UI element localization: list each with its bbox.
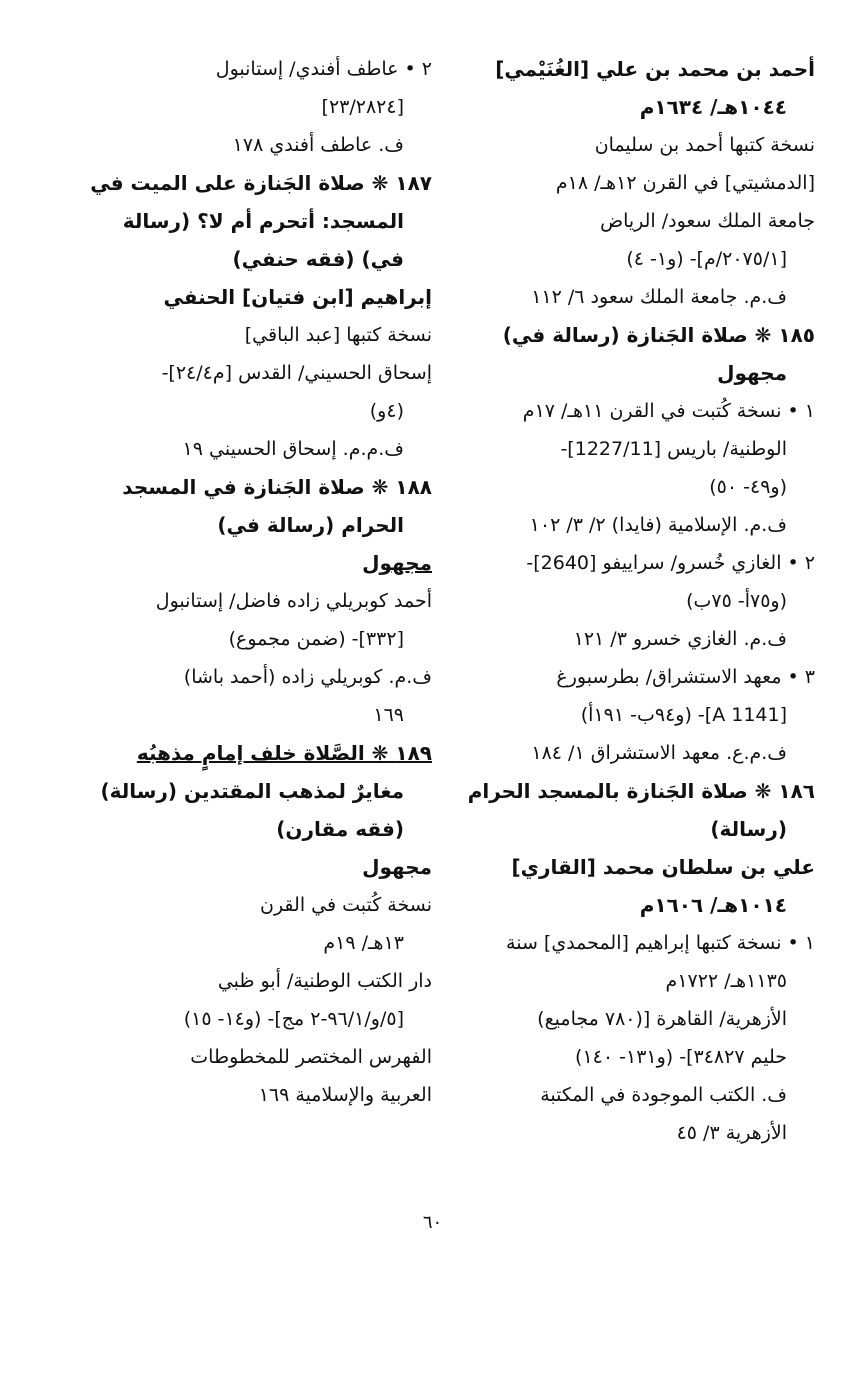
text-line: ٢ • الغازي خُسرو/ سراييفو [2640]-	[526, 552, 815, 574]
text-line: ١٨٧ ❋ صلاة الجَنازة على الميت في	[90, 171, 432, 195]
text-line: (و٤٩- ٥٠)	[709, 476, 787, 498]
text-line: ف.م.ع. معهد الاستشراق ١/ ١٨٤	[531, 742, 787, 764]
text-line: مجهول	[362, 855, 432, 879]
text-line: ١ • نسخة كُتبت في القرن ١١هـ/ ١٧م	[522, 400, 815, 422]
text-line: ف.م.م. إسحاق الحسيني ١٩	[182, 438, 404, 460]
text-line: (و٧٥أ- ٧٥ب)	[686, 590, 787, 612]
text-line: ١٨٨ ❋ صلاة الجَنازة في المسجد	[122, 475, 432, 499]
text-line: ف. الكتب الموجودة في المكتبة	[540, 1084, 787, 1106]
text-line: (رسالة)	[710, 817, 787, 841]
text-line: العربية والإسلامية ١٦٩	[258, 1084, 432, 1106]
text-line: إبراهيم [ابن فتيان] الحنفي	[163, 285, 432, 309]
text-line: الحرام (رسالة في)	[217, 513, 404, 537]
text-line: جامعة الملك سعود/ الرياض	[600, 210, 815, 232]
text-line: ١٨٩ ❋ الصَّلاة خلف إمامٍ مذهبُه	[136, 741, 432, 765]
text-line: دار الكتب الوطنية/ أبو ظبي	[217, 970, 432, 992]
text-line: [A 1141]- (و٩٤ب- ١٩١أ)	[580, 704, 787, 726]
text-line: المسجد: أتحرم أم لا؟ (رسالة	[122, 209, 404, 233]
text-line: الأزهرية ٣/ ٤٥	[676, 1122, 787, 1144]
text-line: ف.م. الغازي خسرو ٣/ ١٢١	[573, 628, 787, 650]
text-line: مغايرٌ لمذهب المقتدين (رسالة)	[100, 779, 404, 803]
text-line: نسخة كتبها [عبد الباقي]	[244, 324, 432, 346]
text-line: ١٣هـ/ ١٩م	[323, 932, 404, 954]
text-line: نسخة كتبها أحمد بن سليمان	[594, 134, 815, 156]
text-line: الوطنية/ باريس [1227/11]-	[560, 438, 787, 460]
text-line: ١٨٥ ❋ صلاة الجَنازة (رسالة في)	[502, 323, 815, 347]
text-line: [٢٠٧٥/١/م]- (و١- ٤)	[626, 248, 787, 270]
right-column	[455, 50, 815, 1152]
text-line: [٢٣/٢٨٢٤]	[321, 96, 404, 118]
text-line: أحمد كوبريلي زاده فاضل/ إستانبول	[155, 590, 432, 612]
text-line: [الدمشيتي] في القرن ١٢هـ/ ١٨م	[555, 172, 815, 194]
text-line: ١٦٩	[373, 704, 404, 726]
text-line: في) (فقه حنفي)	[232, 247, 404, 271]
text-line: ٣ • معهد الاستشراق/ بطرسبورغ	[556, 666, 815, 688]
text-line: علي بن سلطان محمد [القاري]	[511, 855, 815, 879]
text-line: ١ • نسخة كتبها إبراهيم [المحمدي] سنة	[506, 932, 815, 954]
text-line: ف.م. كوبريلي زاده (أحمد باشا)	[183, 666, 432, 688]
text-line: مجهول	[717, 361, 787, 385]
text-line: ف.م. الإسلامية (فايدا) ٢/ ٣/ ١٠٢	[529, 514, 787, 536]
text-line: مجهول	[362, 551, 432, 575]
text-line: ١٠١٤هـ/ ١٦٠٦م	[639, 893, 787, 917]
text-line: ف. عاطف أفندي ١٧٨	[232, 134, 404, 156]
text-line: إسحاق الحسيني/ القدس [م٢٤/٤]-	[161, 362, 432, 384]
text-line: ٢ • عاطف أفندي/ إستانبول	[215, 58, 432, 80]
text-line: نسخة كُتبت في القرن	[259, 894, 432, 916]
page-number: ٦٠	[422, 1212, 443, 1233]
text-line: (٤و)	[369, 400, 404, 422]
text-line: ف.م. جامعة الملك سعود ٦/ ١١٢	[531, 286, 787, 308]
text-line: أحمد بن محمد بن علي [الغُنَيْمي]	[495, 57, 815, 81]
text-line: (فقه مقارن)	[276, 817, 404, 841]
text-line: ١٨٦ ❋ صلاة الجَنازة بالمسجد الحرام	[467, 779, 815, 803]
left-column	[70, 50, 432, 1114]
text-line: الأزهرية/ القاهرة [(٧٨٠ مجاميع)	[537, 1008, 787, 1030]
text-line: حليم ٣٤٨٢٧]- (و١٣١- ١٤٠)	[575, 1046, 787, 1068]
text-line: [٣٣٢]- (ضمن مجموع)	[228, 628, 404, 650]
text-line: [٥/و/٩٦/١-٢ مج]- (و١٤- ١٥)	[183, 1008, 404, 1030]
text-line: الفهرس المختصر للمخطوطات	[190, 1046, 432, 1068]
text-line: ١١٣٥هـ/ ١٧٢٢م	[665, 970, 787, 992]
text-line: ١٠٤٤هـ/ ١٦٣٤م	[639, 95, 787, 119]
